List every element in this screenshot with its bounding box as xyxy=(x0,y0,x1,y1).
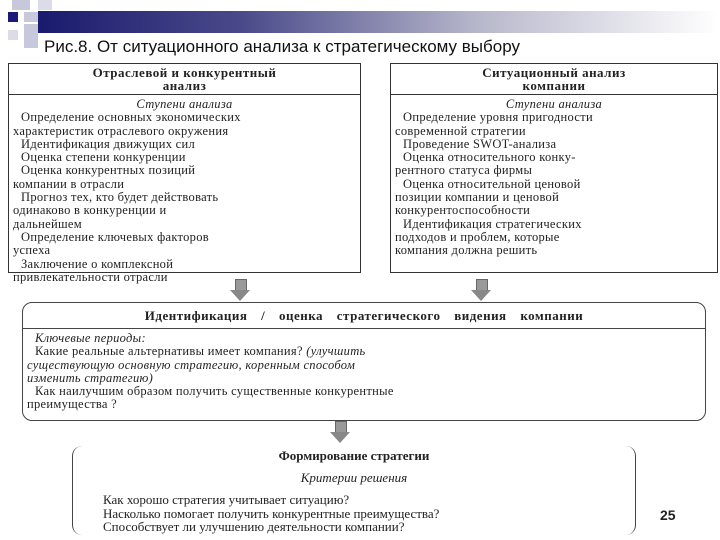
decor-square xyxy=(38,0,52,10)
page-number: 25 xyxy=(660,507,676,523)
subtitle: Ступени анализа xyxy=(505,97,603,111)
text-line: Определение основных экономических xyxy=(21,110,241,125)
text-line: Оценка относительного конку- xyxy=(403,150,576,165)
box-header xyxy=(9,64,360,95)
text-line: Способствует ли улучшению деятельности компании? xyxy=(103,519,405,534)
header-line: Отраслевой и конкурентный xyxy=(92,65,277,80)
text-line: Проведение SWOT-анализа xyxy=(403,136,557,151)
text: (улучшить xyxy=(306,344,366,359)
text-line: Идентификация стратегических xyxy=(403,216,582,231)
text-line: позиции компании и ценовой xyxy=(395,190,560,205)
industry-analysis-box xyxy=(8,63,361,284)
text-line: Как наилучшим образом получить существенные конкурентные xyxy=(35,384,394,399)
text-line: Заключение о комплексной xyxy=(21,256,174,271)
text-line: Определение уровня пригодности xyxy=(403,110,593,125)
box-header: Идентификация / оценка стратегического видения компании xyxy=(23,303,705,329)
subtitle: Ступени анализа xyxy=(136,97,233,111)
box-body xyxy=(391,95,717,261)
text-line: Определение ключевых факторов xyxy=(21,229,209,244)
title-band xyxy=(38,11,718,33)
slide-title: Рис.8. От ситуационного анализа к стратегическому выбору xyxy=(44,37,520,56)
box-header: Формирование стратегии xyxy=(278,448,430,463)
text-line: современной стратегии xyxy=(395,123,526,138)
subtitle: Ключевые периоды: xyxy=(35,331,146,345)
decor-square xyxy=(8,12,18,22)
text-line: Оценка степени конкуренции xyxy=(21,150,186,165)
text-line: Оценка относительной ценовой xyxy=(403,176,581,191)
criteria-list xyxy=(73,493,635,534)
text-line: изменить стратегию) xyxy=(27,370,154,385)
strategic-vision-box xyxy=(22,302,706,421)
text-line: Прогноз тех, кто будет действовать xyxy=(21,190,219,205)
header-line: анализ xyxy=(162,78,207,93)
text-line: преимущества ? xyxy=(27,397,117,412)
text-line: одинаково в конкуренции и xyxy=(13,203,167,218)
text-line: компании в отрасли xyxy=(13,176,125,191)
box-body xyxy=(9,95,360,287)
box-header xyxy=(391,64,717,95)
text-line: компания должна решить xyxy=(395,243,538,258)
strategy-formation-box xyxy=(72,446,636,535)
text-line: конкурентоспособности xyxy=(395,203,531,218)
text-line: дальнейшем xyxy=(13,216,82,231)
decor-square xyxy=(12,0,30,10)
situation-analysis-box xyxy=(390,63,718,273)
decor-square xyxy=(24,12,38,22)
subtitle: Критерии решения xyxy=(300,470,408,485)
text-line: рентного статуса фирмы xyxy=(395,163,533,178)
decor-square xyxy=(8,30,18,40)
text-line xyxy=(27,345,701,358)
text-line: подходов и проблем, которые xyxy=(395,229,560,244)
text-line: Оценка конкурентных позиций xyxy=(21,163,196,178)
header-line: компании xyxy=(522,78,586,93)
box-body xyxy=(23,329,705,415)
header-line: Ситуационный анализ xyxy=(482,65,626,80)
text-line: привлекательности отрасли xyxy=(13,269,168,284)
text-line: Идентификация движущих сил xyxy=(21,136,196,151)
text-line: существующую основную стратегию, коренным способом xyxy=(27,357,356,372)
text: Какие реальные альтернативы имеет компания? xyxy=(35,344,303,359)
decor-square xyxy=(24,24,38,48)
text-line: Насколько помогает получить конкурентные преимущества? xyxy=(103,505,440,521)
text-line: Как хорошо стратегия учитывает ситуацию? xyxy=(103,492,350,507)
text-line: успеха xyxy=(13,243,51,258)
text-line: характеристик отраслевого окружения xyxy=(13,123,229,138)
